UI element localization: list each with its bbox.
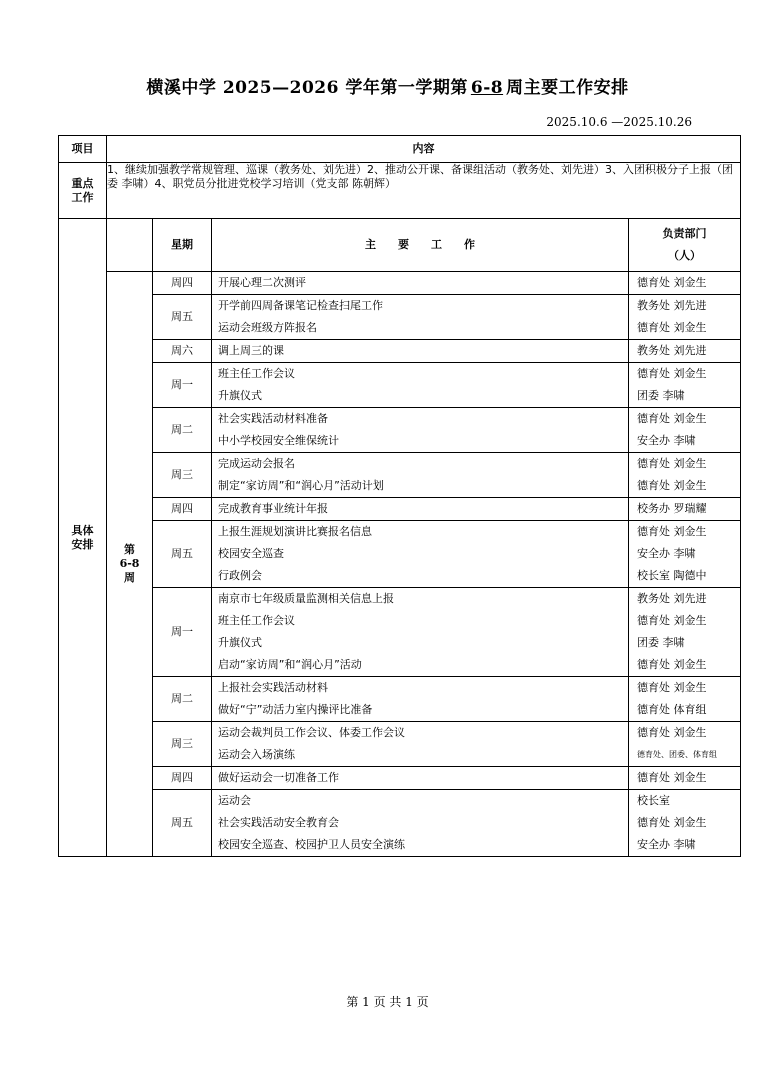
- task-item: 启动“家访周”和“润心月”活动: [218, 658, 362, 671]
- task-item: 升旗仪式: [218, 636, 262, 649]
- day-cell: 周三: [153, 722, 212, 767]
- day-cell: 周四: [153, 767, 212, 790]
- schedule-row: [59, 722, 741, 767]
- day-cell: 周三: [153, 453, 212, 498]
- responsible-item: 团委 李啸: [637, 636, 685, 649]
- task-cell: [212, 295, 629, 340]
- subheader-work: 主 要 工 作: [212, 219, 629, 272]
- responsible-item: 校长室 陶德中: [637, 569, 707, 582]
- schedule-row: [59, 588, 741, 677]
- responsible-item: 德育处 刘金生: [637, 367, 707, 380]
- responsible-item: 校务办 罗瑞耀: [637, 502, 707, 515]
- day-cell: 周五: [153, 521, 212, 588]
- day-cell: 周二: [153, 677, 212, 722]
- task-cell: [212, 453, 629, 498]
- task-item: 班主任工作会议: [218, 614, 295, 627]
- responsible-item: 德育处 刘金生: [637, 771, 707, 784]
- task-item: 社会实践活动安全教育会: [218, 816, 339, 829]
- responsible-cell: [629, 340, 741, 363]
- task-cell: [212, 722, 629, 767]
- schedule-row: [59, 295, 741, 340]
- responsible-item: 德育处 刘金生: [637, 726, 707, 739]
- day-cell: 周六: [153, 340, 212, 363]
- responsible-cell: [629, 588, 741, 677]
- schedule-row: [59, 453, 741, 498]
- responsible-item: 校长室: [637, 794, 670, 807]
- schedule-row: [59, 272, 741, 295]
- schedule-row: [59, 677, 741, 722]
- schedule-row: [59, 363, 741, 408]
- responsible-item: 德育处 刘金生: [637, 614, 707, 627]
- task-item: 做好“宁”动活力室内操评比准备: [218, 703, 373, 716]
- week-label: 第 6-8 周: [107, 272, 153, 857]
- day-cell: 周四: [153, 498, 212, 521]
- detail-label: 具体 安排: [59, 219, 107, 857]
- responsible-item: 德育处 刘金生: [637, 816, 707, 829]
- page-footer: 第 1 页 共 1 页: [346, 995, 429, 1009]
- responsible-cell: [629, 722, 741, 767]
- task-item: 校园安全巡查、校园护卫人员安全演练: [218, 838, 405, 851]
- task-item: 制定“家访周”和“润心月”活动计划: [218, 479, 384, 492]
- task-cell: [212, 790, 629, 857]
- task-cell: [212, 521, 629, 588]
- responsible-item: 教务处 刘先进: [637, 344, 707, 357]
- responsible-item: 安全办 李啸: [637, 838, 696, 851]
- day-cell: 周一: [153, 363, 212, 408]
- responsible-item: 德育处 刘金生: [637, 479, 707, 492]
- responsible-cell: [629, 790, 741, 857]
- responsible-item: 教务处 刘先进: [637, 299, 707, 312]
- schedule-row: [59, 521, 741, 588]
- schedule-row: [59, 498, 741, 521]
- task-item: 完成运动会报名: [218, 457, 295, 470]
- responsible-item: 德育处 刘金生: [637, 412, 707, 425]
- responsible-item: 德育处 刘金生: [637, 321, 707, 334]
- responsible-cell: [629, 521, 741, 588]
- task-item: 开学前四周备课笔记检查扫尾工作: [218, 299, 383, 312]
- responsible-item: 德育处 体育组: [637, 703, 707, 716]
- subheader-day: 星期: [153, 219, 212, 272]
- blank-cell: [107, 219, 153, 272]
- header-content: 内容: [107, 136, 741, 163]
- responsible-cell: [629, 453, 741, 498]
- key-work-row: [59, 163, 741, 219]
- task-cell: [212, 498, 629, 521]
- responsible-item: 德育处 刘金生: [637, 658, 707, 671]
- task-item: 运动会裁判员工作会议、体委工作会议: [218, 726, 405, 739]
- responsible-item: 德育处 刘金生: [637, 276, 707, 289]
- task-item: 校园安全巡查: [218, 547, 284, 560]
- title-week: 6-8: [470, 78, 504, 98]
- task-item: 上报生涯规划演讲比赛报名信息: [218, 525, 372, 538]
- task-cell: [212, 767, 629, 790]
- responsible-cell: [629, 767, 741, 790]
- task-cell: [212, 340, 629, 363]
- task-item: 南京市七年级质量监测相关信息上报: [218, 592, 394, 605]
- responsible-item: 德育处 刘金生: [637, 525, 707, 538]
- task-cell: [212, 588, 629, 677]
- task-cell: [212, 272, 629, 295]
- task-cell: [212, 677, 629, 722]
- task-item: 运动会班级方阵报名: [218, 321, 317, 334]
- task-item: 上报社会实践活动材料: [218, 681, 328, 694]
- schedule-table: [58, 135, 741, 857]
- day-cell: 周一: [153, 588, 212, 677]
- responsible-item: 团委 李啸: [637, 389, 685, 402]
- page-title: 横溪中学 2025—2026 学年第一学期第 6-8 周主要工作安排: [146, 78, 629, 98]
- key-work-text: 1、继续加强教学常规管理、巡课（教务处、刘先进）2、推动公开课、备课组活动（教务处、刘先进）3、入团积极分子上报（团委 李啸）4、职党员分批进党校学习培训（党支部 陈朝辉）: [107, 163, 741, 219]
- responsible-cell: [629, 295, 741, 340]
- task-item: 中小学校园安全维保统计: [218, 434, 339, 447]
- task-item: 行政例会: [218, 569, 262, 582]
- schedule-row: [59, 790, 741, 857]
- responsible-item: 德育处 刘金生: [637, 457, 707, 470]
- task-item: 开展心理二次测评: [218, 276, 306, 289]
- task-item: 运动会入场演练: [218, 748, 295, 761]
- day-cell: 周五: [153, 295, 212, 340]
- responsible-item: 教务处 刘先进: [637, 592, 707, 605]
- responsible-cell: [629, 272, 741, 295]
- task-cell: [212, 408, 629, 453]
- task-cell: [212, 363, 629, 408]
- date-range: 2025.10.6 —2025.10.26: [546, 115, 692, 129]
- responsible-item: 安全办 李啸: [637, 434, 696, 447]
- responsible-cell: [629, 363, 741, 408]
- schedule-row: [59, 767, 741, 790]
- day-cell: 周五: [153, 790, 212, 857]
- task-item: 升旗仪式: [218, 389, 262, 402]
- subheader-row: [59, 219, 741, 272]
- task-item: 完成教育事业统计年报: [218, 502, 328, 515]
- key-work-label: 重点 工作: [59, 163, 107, 219]
- task-item: 调上周三的课: [218, 344, 284, 357]
- day-cell: 周二: [153, 408, 212, 453]
- responsible-item: 德育处、团委、体育组: [637, 750, 717, 759]
- responsible-cell: [629, 498, 741, 521]
- task-item: 班主任工作会议: [218, 367, 295, 380]
- schedule-row: [59, 340, 741, 363]
- responsible-item: 安全办 李啸: [637, 547, 696, 560]
- subheader-resp: 负责部门 （人）: [629, 219, 741, 272]
- header-item: 项目: [59, 136, 107, 163]
- task-item: 社会实践活动材料准备: [218, 412, 328, 425]
- schedule-row: [59, 408, 741, 453]
- header-row: [59, 136, 741, 163]
- task-item: 做好运动会一切准备工作: [218, 771, 339, 784]
- responsible-cell: [629, 677, 741, 722]
- responsible-item: 德育处 刘金生: [637, 681, 707, 694]
- day-cell: 周四: [153, 272, 212, 295]
- task-item: 运动会: [218, 794, 251, 807]
- responsible-cell: [629, 408, 741, 453]
